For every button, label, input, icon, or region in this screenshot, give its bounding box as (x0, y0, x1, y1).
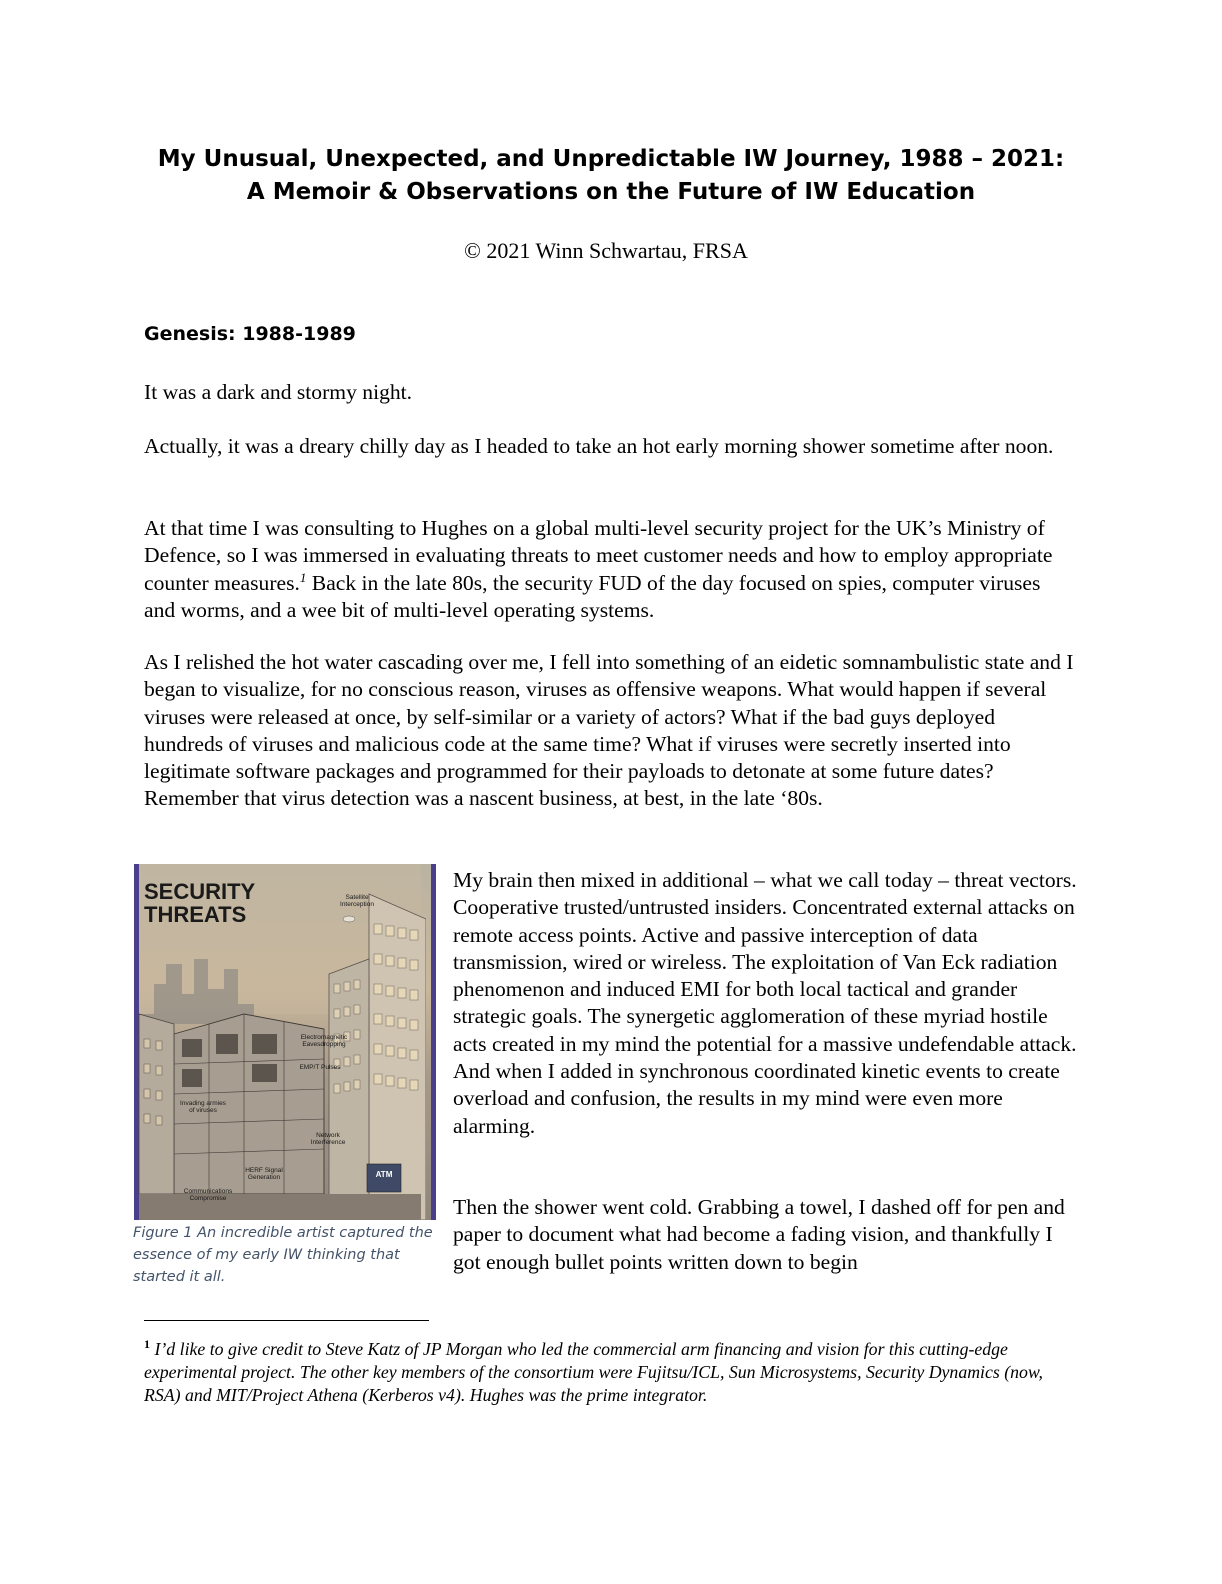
footnote (144, 1333, 1074, 1407)
footnote-separator (144, 1320, 429, 1321)
label-invading-viruses: Invading armies of viruses (180, 1100, 226, 1114)
figure-title (144, 880, 255, 926)
paragraph-4: As I relished the hot water cascading over me, I fell into something of an eidetic somnambulistic state and I began to visualize, for no conscious reason, viruses as offensive weapons. What would happen if several viruses were released at once, by self-similar or a variety of actors? What if the bad guys deployed hundreds of viruses and malicious code at the same time? What if viruses were secretly inserted into legitimate software packages and programmed for their payloads to detonate at some future dates? Remember that virus detection was a nascent business, at best, in the late ‘80s. (144, 650, 1074, 811)
paragraph-3 (144, 515, 1074, 624)
label-herf-signal: HERF Signal Generation (245, 1167, 283, 1181)
paragraph-6: Then the shower went cold. Grabbing a towel, I dashed off for pen and paper to document what had become a fading vision, and thankfully I got enough bullet points written down to begin (453, 1195, 1065, 1274)
paragraph-1: It was a dark and stormy night. (144, 380, 413, 404)
figure-caption: Figure 1 An incredible artist captured the essence of my early IW thinking that started it all. (133, 1225, 433, 1285)
footnote-text: I’d like to give credit to Steve Katz of JP Morgan who led the commercial arm financing and vision for this cutting-edge experimental project. The other key members of the consortium were Fujitsu/ICL, Sun Microsystems, Security Dynamics (now, RSA) and MIT/Project Athena (Kerberos v4). Hughes was the prime integrator. (144, 1338, 1043, 1405)
byline: © 2021 Winn Schwartau, FRSA (464, 238, 748, 263)
figure-title-line-2: THREATS (144, 902, 247, 927)
title-line-2: A Memoir & Observations on the Future of IW Education (246, 179, 976, 205)
security-threats-illustration (134, 864, 436, 1220)
paragraph-2: Actually, it was a dreary chilly day as I headed to take an hot early morning shower sometime after noon. (144, 434, 1054, 458)
title-line-1: My Unusual, Unexpected, and Unpredictable IW Journey, 1988 – 2021: (157, 146, 1065, 172)
label-satellite-interception: Satellite Interception (340, 894, 374, 908)
label-emp-pulses: EMP/T Pulses (299, 1064, 341, 1071)
figure-title-line-1: SECURITY (144, 879, 256, 904)
label-electromagnetic-eavesdropping: Electromagnetic Eavesdropping (300, 1034, 348, 1048)
paragraph-3-text-a: At that time I was consulting to Hughes on a global multi-level security project for the UK’s Ministry of Defence, so I was immersed in evaluating threats to meet customer needs and how to employ appropriate counter measures. (144, 516, 1053, 595)
paragraph-3-text-b: Back in the late 80s, the security FUD of the day focused on spies, computer viruses and worms, and a wee bit of multi-level operating systems. (144, 570, 1041, 622)
paragraph-5: My brain then mixed in additional – what we call today – threat vectors. Cooperative trusted/untrusted insiders. Concentrated external attacks on remote access points. Active and passive interception of data transmission, wired or wireless. The exploitation of Van Eck radiation phenomenon and induced EMI for both local tactical and grander strategic goals. The synergetic agglomeration of these myriad hostile acts created in my mind the potential for a massive undefendable attack. And when I added in synchronous coordinated kinetic events to create overload and confusion, the results in my mind were even more alarming. (453, 868, 1077, 1138)
footnote-reference[interactable]: 1 (299, 569, 307, 585)
satellite-dish (343, 916, 355, 922)
label-communications-compromise: Communications Compromise (183, 1188, 233, 1202)
label-network-interference: Network Interference (310, 1132, 346, 1146)
footnote-marker: 1 (144, 1337, 150, 1351)
atm-sign: ATM (375, 1170, 393, 1179)
section-heading: Genesis: 1988-1989 (144, 323, 356, 345)
document-title (100, 143, 1122, 209)
